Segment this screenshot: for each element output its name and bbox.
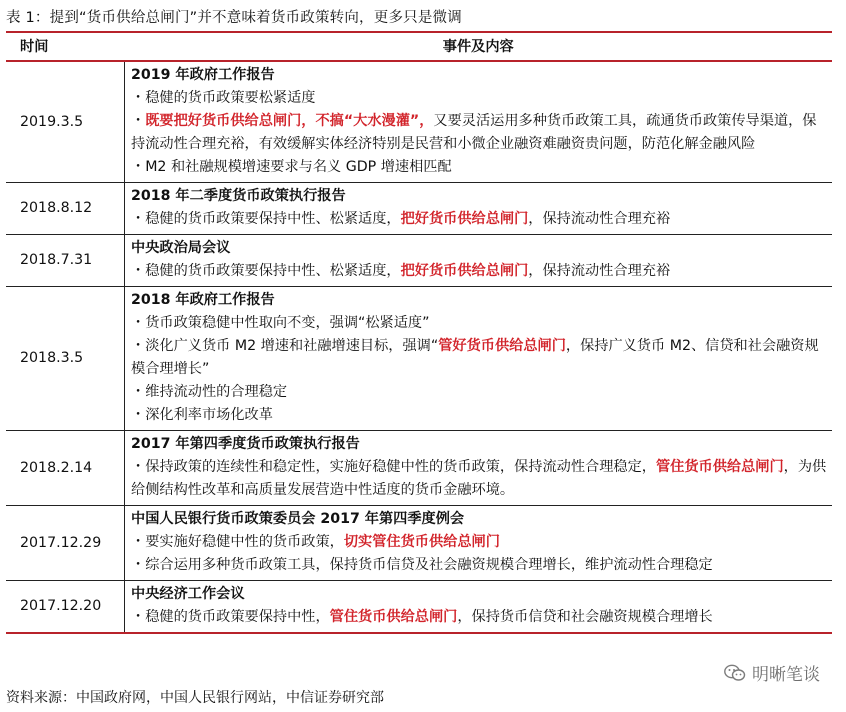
table-row [6, 287, 832, 431]
event-title: 2018 年二季度货币政策执行报告 [131, 188, 346, 204]
watermark-text: 明晰笔谈 [752, 665, 820, 685]
caption-rule [6, 31, 832, 33]
bullet-text: ・稳健的货币政策要保持中性、松紧适度， [131, 211, 401, 227]
watermark [724, 660, 820, 685]
table-row [6, 581, 832, 634]
table-row [6, 235, 832, 287]
bullet-text: ，保持流动性合理充裕 [528, 263, 671, 279]
row-date: 2018.7.31 [6, 235, 125, 287]
table-row [6, 183, 832, 235]
highlight-text: 切实管住货币供给总闸门 [343, 534, 500, 550]
table-row [6, 506, 832, 581]
event-title: 中国人民银行货币政策委员会 2017 年第四季度例会 [131, 511, 465, 527]
bullet-text: ・稳健的货币政策要保持中性、松紧适度， [131, 263, 401, 279]
bullet-text: ，保持流动性合理充裕 [528, 211, 671, 227]
bullet-text: ・稳健的货币政策要松紧适度 [131, 90, 316, 106]
bullet-text: ，保持广义货币 M2、信贷和社会融资规模合理增长” [131, 338, 819, 377]
table-header-row [6, 34, 832, 61]
event-bullet [131, 156, 828, 179]
bullet-text: 又要灵活运用多种货币政策工具，疏通货币政策传导渠道，保持流动性合理充裕，有效缓解实体经济特别是民营和小微企业融资难融资贵问题，防范化解金融风险 [131, 113, 817, 152]
event-title: 2017 年第四季度货币政策执行报告 [131, 436, 360, 452]
event-bullet [131, 404, 828, 427]
table-row [6, 61, 832, 183]
row-event [125, 183, 833, 235]
row-date: 2017.12.29 [6, 506, 125, 581]
event-bullet [131, 260, 828, 283]
highlight-text: 管住货币供给总闸门 [329, 609, 458, 625]
highlight-text: 管好货币供给总闸门 [438, 338, 566, 354]
bullet-text: ・稳健的货币政策要保持中性， [131, 609, 330, 625]
event-bullet [131, 208, 828, 231]
row-event [125, 581, 833, 634]
bullet-text: ・M2 和社融规模增速要求与名义 GDP 增速相匹配 [131, 159, 452, 175]
event-bullet [131, 554, 828, 577]
row-date: 2018.8.12 [6, 183, 125, 235]
event-bullet [131, 456, 828, 502]
highlight-text: 既要把好货币供给总闸门，不搞“大水漫灌”， [145, 113, 434, 129]
row-event [125, 431, 833, 506]
bullet-text: ・淡化广义货币 M2 增速和社融增速目标，强调“ [131, 338, 439, 354]
row-date: 2018.3.5 [6, 287, 125, 431]
row-date: 2018.2.14 [6, 431, 125, 506]
bullet-text: ・综合运用多种货币政策工具，保持货币信贷及社会融资规模合理增长，维护流动性合理稳定 [131, 557, 713, 573]
event-bullet [131, 87, 828, 110]
bullet-text: ・货币政策稳健中性取向不变，强调“松紧适度” [131, 315, 430, 331]
event-title: 2018 年政府工作报告 [131, 292, 275, 308]
table-caption: 表 1：提到“货币供给总闸门”并不意味着货币政策转向，更多只是微调 [6, 10, 462, 26]
bullet-text: ，为供给侧结构性改革和高质量发展营造中性适度的货币金融环境。 [131, 459, 827, 498]
event-bullet [131, 312, 828, 335]
row-event [125, 61, 833, 183]
highlight-text: 把好货币供给总闸门 [400, 211, 529, 227]
highlight-text: 把好货币供给总闸门 [400, 263, 529, 279]
source-note: 资料来源：中国政府网，中国人民银行网站，中信证券研究部 [6, 690, 384, 706]
bullet-text: ・要实施好稳健中性的货币政策， [131, 534, 344, 550]
event-bullet [131, 335, 828, 381]
row-event [125, 287, 833, 431]
event-bullet [131, 381, 828, 404]
event-bullet [131, 531, 828, 554]
bullet-text: ，保持货币信贷和社会融资规模合理增长 [457, 609, 713, 625]
event-bullet [131, 110, 828, 156]
event-title: 2019 年政府工作报告 [131, 67, 275, 83]
policy-events-table [6, 34, 832, 634]
header-time: 时间 [6, 34, 125, 61]
row-event [125, 506, 833, 581]
row-date: 2017.12.20 [6, 581, 125, 634]
bullet-text: ・深化利率市场化改革 [131, 407, 273, 423]
highlight-text: 管住货币供给总闸门 [655, 459, 784, 475]
row-event [125, 235, 833, 287]
header-event: 事件及内容 [125, 34, 833, 61]
bullet-text: ・维持流动性的合理稳定 [131, 384, 288, 400]
event-title: 中央政治局会议 [131, 240, 231, 256]
bullet-text: ・保持政策的连续性和稳定性，实施好稳健中性的货币政策，保持流动性合理稳定， [131, 459, 656, 475]
table-row [6, 431, 832, 506]
event-bullet [131, 606, 828, 629]
bullet-text: ・ [131, 113, 146, 129]
row-date: 2019.3.5 [6, 61, 125, 183]
event-title: 中央经济工作会议 [131, 586, 245, 602]
wechat-icon [724, 664, 746, 682]
